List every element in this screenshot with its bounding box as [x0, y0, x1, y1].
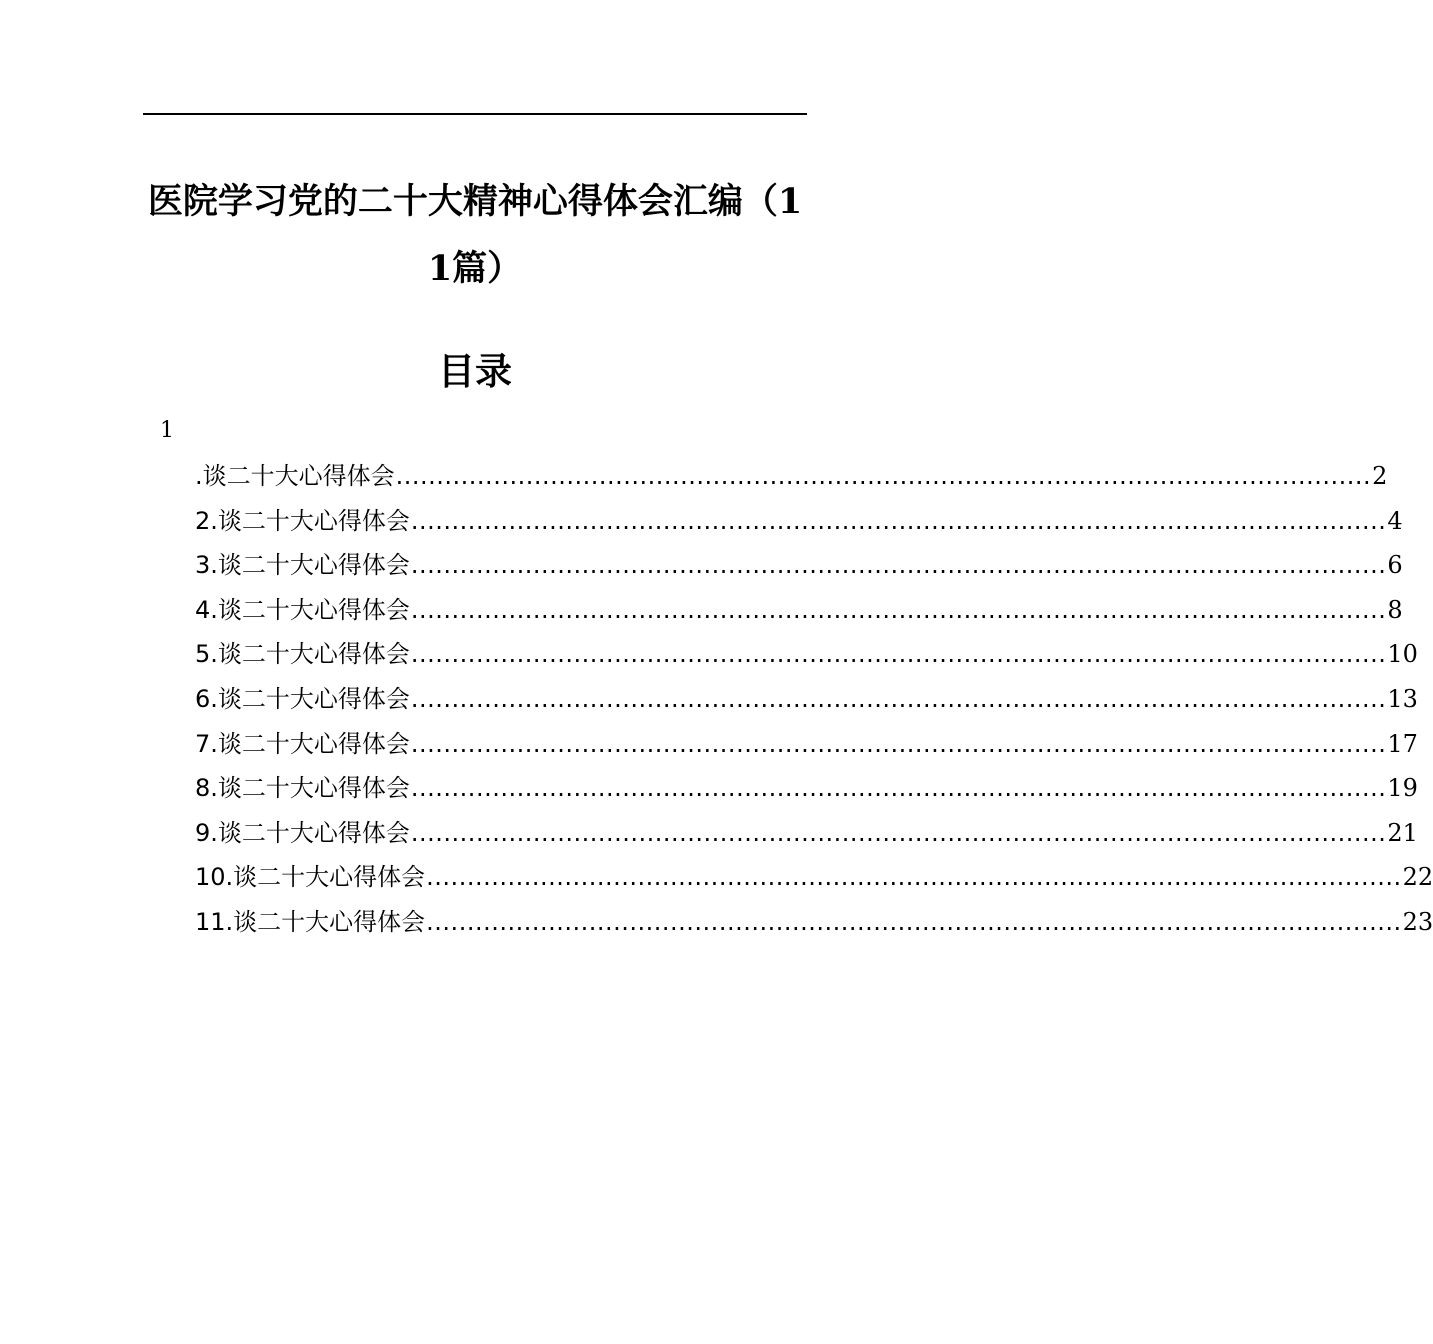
toc-entry-3[interactable]: [195, 545, 1403, 590]
toc-entry-label: 6.谈二十大心得体会: [195, 684, 410, 713]
toc-leader-dots: ........................................................................................................................: [410, 818, 1387, 847]
toc-page-number: 17: [1387, 729, 1418, 758]
toc-entry-2[interactable]: [195, 501, 1403, 546]
toc-entry-label: 5.谈二十大心得体会: [195, 640, 410, 669]
toc-entry-label: .谈二十大心得体会: [195, 462, 395, 490]
toc-entry-1[interactable]: [195, 456, 1388, 501]
document-title: [143, 168, 807, 302]
toc-leader-dots: ........................................................................................................................: [410, 729, 1387, 758]
title-line-2: 1篇）: [427, 248, 523, 289]
toc-entry-label: 2.谈二十大心得体会: [195, 506, 410, 535]
toc-page-number: 23: [1402, 907, 1433, 936]
toc-page-number: 22: [1402, 863, 1433, 892]
toc-page-number: 10: [1387, 640, 1418, 669]
toc-entry-label: 10.谈二十大心得体会: [195, 863, 426, 892]
toc-entry-11[interactable]: [195, 902, 1433, 947]
toc-page-number: 4: [1387, 506, 1403, 535]
toc-leader-dots: ........................................................................................................................: [410, 684, 1387, 713]
toc-leader-dots: ........................................................................................................................: [410, 774, 1387, 803]
toc-page-number: 19: [1387, 774, 1418, 803]
toc-entry-7[interactable]: [195, 724, 1418, 769]
table-of-contents: [195, 456, 1433, 947]
toc-leader-dots: ........................................................................................................................: [426, 907, 1402, 936]
toc-entry-label: 7.谈二十大心得体会: [195, 729, 410, 758]
toc-page-number: 13: [1387, 684, 1418, 713]
toc-entry-label: 4.谈二十大心得体会: [195, 595, 410, 624]
toc-heading: 目录: [438, 349, 512, 393]
toc-entry-9[interactable]: [195, 813, 1418, 858]
toc-leader-dots: ........................................................................................................................: [410, 551, 1387, 580]
toc-entry-label: 9.谈二十大心得体会: [195, 818, 410, 847]
toc-entry-10[interactable]: [195, 857, 1433, 902]
toc-entry-label: 8.谈二十大心得体会: [195, 774, 410, 803]
toc-leader-dots: ........................................................................................................................: [395, 462, 1372, 490]
header-rule: [143, 113, 807, 115]
toc-page-number: 8: [1387, 595, 1403, 624]
toc-leader-dots: ........................................................................................................................: [426, 863, 1402, 892]
toc-page-number: 2: [1372, 462, 1388, 490]
toc-entry-5[interactable]: [195, 634, 1418, 679]
toc-entry-4[interactable]: [195, 590, 1403, 635]
toc-leader-dots: ........................................................................................................................: [410, 640, 1387, 669]
toc-entry-6[interactable]: [195, 679, 1418, 724]
toc-entry-label: 11.谈二十大心得体会: [195, 907, 426, 936]
toc-page-number: 6: [1387, 551, 1403, 580]
toc-leader-dots: ........................................................................................................................: [410, 506, 1387, 535]
toc-entry-8[interactable]: [195, 768, 1418, 813]
toc-marker: 1: [160, 418, 174, 443]
toc-entry-label: 3.谈二十大心得体会: [195, 551, 410, 580]
toc-leader-dots: ........................................................................................................................: [410, 595, 1387, 624]
title-line-1: 医院学习党的二十大精神心得体会汇编（1: [147, 181, 803, 222]
toc-page-number: 21: [1387, 818, 1418, 847]
